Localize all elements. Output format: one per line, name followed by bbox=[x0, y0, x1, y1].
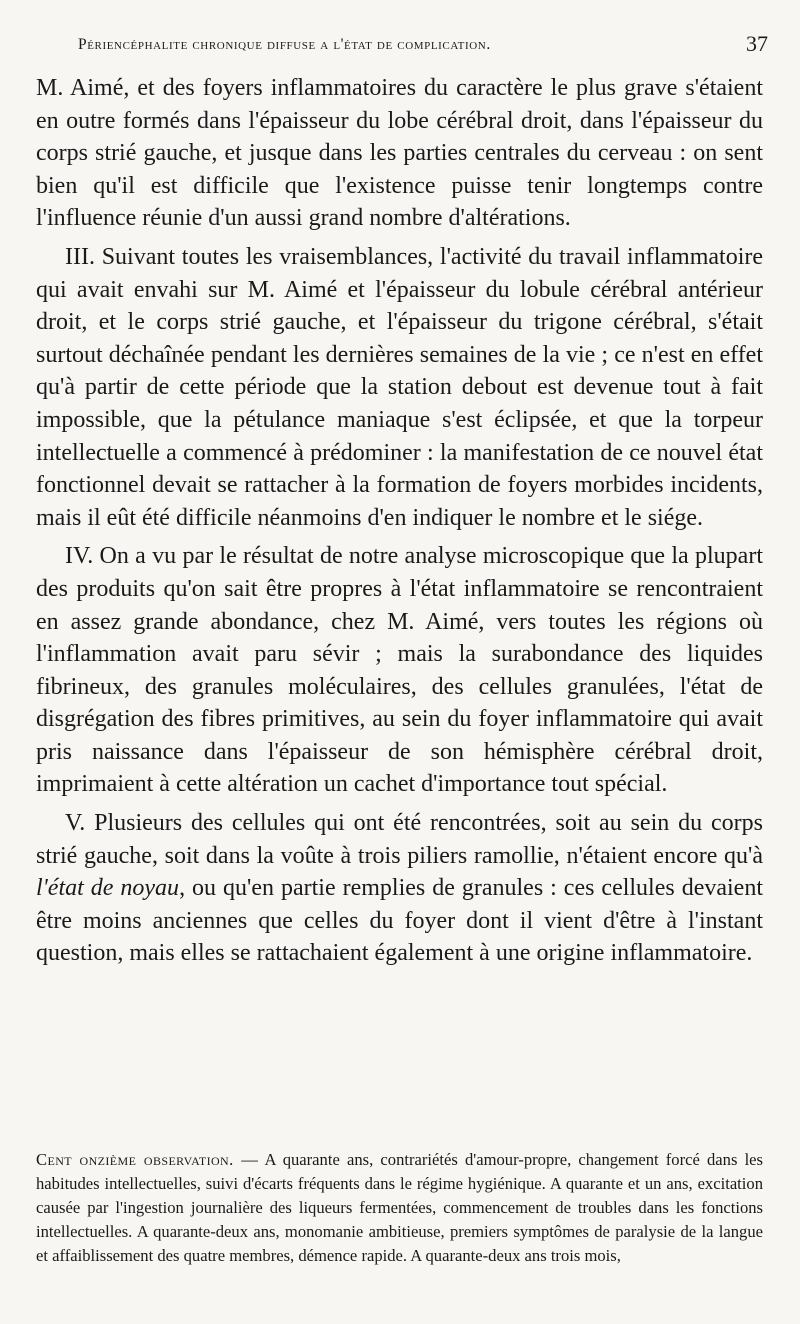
running-head-title: Périencéphalite chronique diffuse a l'état de complication. bbox=[78, 36, 491, 53]
observation-note bbox=[36, 1148, 763, 1268]
page-number: 37 bbox=[746, 31, 768, 56]
body-text bbox=[36, 72, 763, 976]
paragraph-v bbox=[36, 807, 763, 970]
paragraph-v-part-1: V. Plusieurs des cellules qui ont été rencontrées, soit au sein du corps strié gauche, soit dans la voûte à trois piliers ramollie, n'étaient encore qu'à bbox=[36, 810, 763, 869]
paragraph-v-part-2: , ou qu'en partie remplies de granules : ces cellules devaient être moins anciennes que celles du foyer dont il vient d'être à l'instant question, mais elles se rattachaient également à une origine inflammatoire. bbox=[36, 875, 763, 967]
paragraph-v-italic: l'état de noyau bbox=[36, 875, 180, 902]
observation-text: A quarante ans, contrariétés d'amour-propre, changement forcé dans les habitudes intellectuelles, suivi d'écarts fréquents dans le régime hygiénique. A quarante et un ans, excitation causée par l'ingestion journalière des liqueurs fermentées, commencement de troubles dans les fonctions intellectuelles. A quarante-deux ans, monomanie ambitieuse, premiers symptômes de paralysie de la langue et affaiblissement des quatre membres, démence rapide. A quarante-deux ans trois mois, bbox=[36, 1150, 763, 1265]
paragraph-iv: IV. On a vu par le résultat de notre analyse microscopique que la plupart des produits qu'on sait être propres à l'état inflammatoire se rencontraient en assez grande abondance, chez M. Aimé, vers toutes les régions où l'inflammation avait paru sévir ; mais la surabondance des liquides fibrineux, des granules moléculaires, des cellules granulées, l'état de disgrégation des fibres primitives, au sein du foyer inflammatoire qui avait pris naissance dans l'épaisseur de son hémisphère cérébral droit, imprimaient à cette altération un cachet d'importance tout spécial. bbox=[36, 543, 763, 798]
paragraph-iii: III. Suivant toutes les vraisemblances, l'activité du travail inflammatoire qui avait envahi sur M. Aimé et l'épaisseur du lobule cérébral antérieur droit, et le corps strié gauche, et l'épaisseur du trigone cérébral, s'était surtout déchaînée pendant les dernières semaines de la vie ; ce n'est en effet qu'à partir de cette période que la station debout est devenue tout à fait impossible, que la pétulance maniaque s'est éclipsée, et que la torpeur intellectuelle a commencé à prédominer : la manifestation de ce nouvel état fonctionnel devait se rattacher à la formation de foyers morbides incidents, mais il eût été difficile néanmoins d'en indiquer le nombre et le siége. bbox=[36, 243, 763, 531]
observation-heading: Cent onzième observation. — bbox=[36, 1150, 259, 1169]
paragraph-continuation: M. Aimé, et des foyers inflammatoires du caractère le plus grave s'étaient en outre formés dans l'épaisseur du lobe cérébral droit, dans l'épaisseur du corps strié gauche, et jusque dans les parties centrales du cerveau : on sent bien qu'il est difficile que l'existence puisse tenir longtemps contre l'influence réunie d'un aussi grand nombre d'altérations. bbox=[36, 75, 763, 232]
running-head bbox=[78, 31, 768, 60]
